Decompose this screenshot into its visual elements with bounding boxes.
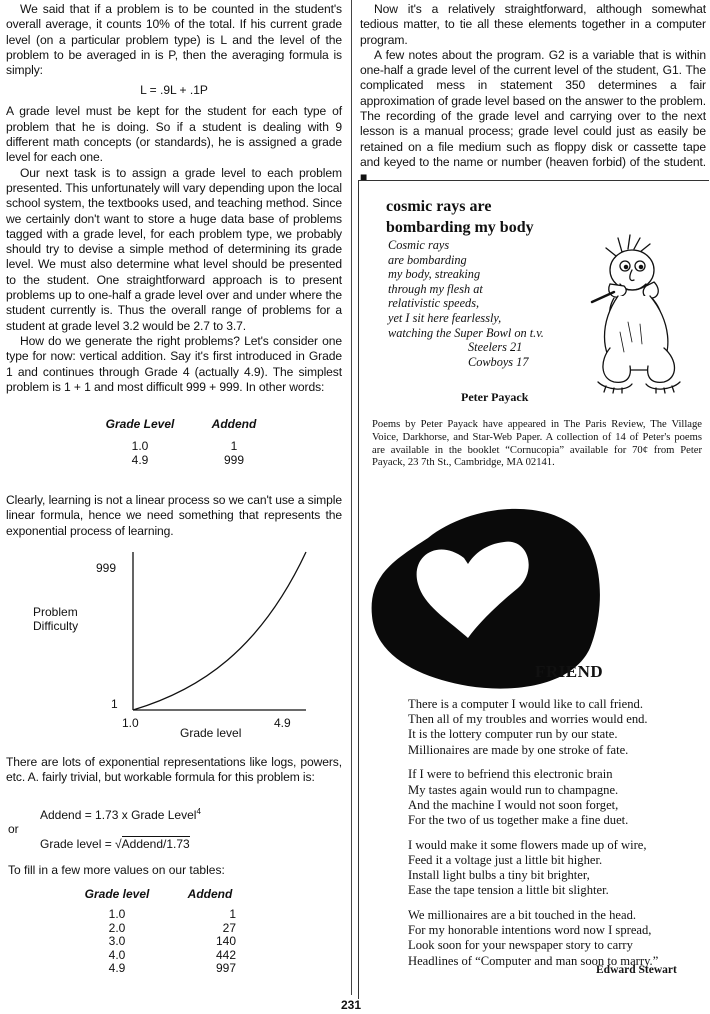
table2-cell: 1.0 — [108, 907, 126, 921]
poem-line: There is a computer I would like to call friend. — [408, 697, 644, 711]
paragraph-grade-level: A grade level must be kept for the student for each type of problem that he is doing. So if a student is dealing with 9 different math concepts (or standards), he is assigned a grade level for each one. — [6, 104, 342, 165]
poem-line: We millionaires are a bit touched in the head. — [408, 907, 637, 922]
stanza — [408, 838, 658, 899]
poem-line: Ease the tape tension a little bit slighter. — [408, 883, 609, 898]
cosmic-title-line-2: bombarding my body — [386, 219, 534, 236]
table1-cell: 4.9 — [131, 452, 149, 467]
formula-addend-text: Addend = 1.73 x Grade Level — [40, 808, 197, 822]
formula-radicand: Addend/1.73 — [121, 837, 190, 851]
poem-line: Then all of my troubles and worries would end. — [408, 712, 648, 727]
cartoon-figure-illustration — [570, 232, 704, 394]
y-bottom-label: 1 — [111, 697, 118, 711]
y-axis-label-1: Problem — [33, 605, 78, 619]
paragraph-formula-intro: There are lots of exponential representations like logs, powers, etc. A. fairly trivial, but workable formula for this problem is: — [6, 755, 342, 785]
score-line: Steelers 21 — [468, 340, 523, 354]
table-row — [70, 908, 256, 922]
table1-cell: 1 — [230, 439, 238, 454]
table2-cell: 2.0 — [108, 920, 126, 935]
poem-line: my body, streaking — [388, 267, 481, 282]
stanza — [408, 767, 658, 828]
friend-title: FRIEND — [535, 662, 604, 681]
x-left-label: 1.0 — [122, 716, 139, 730]
x-axis-label: Grade level — [180, 726, 242, 740]
table2-cell: 4.0 — [108, 947, 126, 962]
table-row — [70, 962, 256, 976]
y-axis-label-2: Difficulty — [33, 619, 79, 633]
poem-line: Headlines of “Computer and man soon to marry.” — [408, 953, 659, 968]
table2-header-grade: Grade level — [84, 887, 150, 901]
x-right-label: 4.9 — [274, 716, 291, 730]
poem-line: If I were to befriend this electronic brain — [408, 767, 613, 782]
formula-grade-level — [40, 837, 190, 851]
poem-line: yet I sit here fearlessly, — [388, 310, 502, 325]
sqrt-icon: √ — [115, 837, 122, 851]
paragraph-program-intro: Now it's a relatively straightforward, although somewhat tedious matter, to tie all these elements together in a computer program. — [360, 2, 706, 47]
formula-grade-prefix: Grade level = — [40, 837, 116, 851]
y-top-label: 999 — [96, 561, 117, 575]
table1-header-grade: Grade Level — [105, 417, 175, 432]
poem-line: And the machine I would not soon forget, — [408, 797, 619, 812]
poem-line: through my flesh at — [388, 281, 483, 296]
table2-cell: 4.9 — [108, 961, 126, 975]
friend-author: Edward Stewart — [596, 964, 677, 976]
cosmic-rays-title — [386, 196, 534, 238]
table2-cell: 442 — [215, 947, 236, 962]
poem-line: are bombarding — [388, 252, 467, 267]
paragraph-assign-level: Our next task is to assign a grade level to each problem presented. This unfortunately will vary depending upon the local school system, the textbooks used, and teaching method. Since we certainly don't want to store a huge data base of problems tagged with a grade level, for each problem type, we probably should try to devise a simple method of determining its grade level. We must also determine what level should be presented to the student. One straightforward approach is to present problems up to one-half a grade level over and under where the student currently is. Thus the overall range of problems for a student at grade level 3.2 would be 2.7 to 3.7. — [6, 165, 342, 333]
left-column — [6, 2, 342, 539]
cosmic-title-line-1: cosmic rays are — [386, 198, 492, 215]
grade-addend-table-2 — [70, 887, 256, 976]
intro-paragraph: We said that if a problem is to be counted in the student's overall average, it counts 10% of the total. If his current grade level (on a particular problem type) is L and the level of the problem to be averaged in is P, then the averaging formula is simply: — [6, 2, 342, 78]
formula-exponent: 4 — [196, 807, 201, 816]
cosmic-author: Peter Payack — [461, 390, 529, 404]
table1-cell: 1.0 — [131, 439, 149, 454]
poem-line: For the two of us together make a fine duet. — [408, 812, 629, 827]
cosmic-author-note: Poems by Peter Payack have appeared in The Paris Review, The Village Voice, Darkhorse, and Star-Web Paper. A collection of 14 of Peter's poems are available in the booklet “Cornucopia” available for 70¢ from Peter Payack, 23 7th St., Cambridge, MA 02141. — [372, 419, 702, 469]
poem-line: I would make it some flowers made up of wire, — [408, 837, 647, 852]
table2-header-addend: Addend — [187, 887, 233, 901]
table2-cell: 3.0 — [108, 934, 126, 948]
page-number: 231 — [341, 998, 362, 1012]
poem-line: My tastes again would run to champagne. — [408, 782, 619, 797]
paragraph-exponential: Clearly, learning is not a linear process so we can't use a simple linear formula, hence we need something that represents the exponential process of learning. — [6, 493, 342, 538]
table2-cell: 1 — [229, 907, 236, 921]
table2-cell: 997 — [215, 961, 236, 975]
poem-line: Install light bulbs a tiny bit brighter, — [408, 868, 590, 883]
friend-poem — [408, 697, 658, 978]
poem-line: Cosmic rays — [388, 238, 450, 252]
stanza — [408, 908, 658, 969]
right-column — [360, 2, 706, 186]
grade-addend-table-1 — [86, 417, 274, 467]
paragraph-fill-values: To fill in a few more values on our tables: — [8, 863, 225, 877]
poem-line: watching the Super Bowl on t.v. — [388, 325, 544, 340]
table-row — [86, 440, 274, 454]
formula-addend — [40, 807, 201, 822]
stanza — [408, 697, 658, 758]
poem-line: Millionaires are made by one stroke of fate. — [408, 742, 629, 757]
poem-line: relativistic speeds, — [388, 296, 480, 311]
paragraph-program-notes: A few notes about the program. G2 is a variable that is within one-half a grade level of the current level of the student, G1. The complicated mess in statement 350 determines a fair approximation of grade level based on the answer to the problem. The recording of the grade level and carrying over to the next lesson is a manual process; grade level could just as easily be retained on a file medium such as floppy disk or cassette tape and keyed to the name or number (heaven forbid) of the student. ■ — [360, 47, 706, 185]
column-divider — [351, 0, 352, 995]
exponential-curve — [133, 552, 306, 710]
table1-header-addend: Addend — [211, 417, 257, 432]
table-row — [70, 935, 256, 949]
poem-line: For my honorable intentions word now I spread, — [408, 923, 652, 938]
cosmic-rays-poem — [388, 238, 544, 340]
table-row — [70, 949, 256, 963]
poem-line: Look soon for your newspaper story to carry — [408, 938, 633, 953]
formula-or: or — [8, 822, 19, 836]
table1-cell: 999 — [223, 452, 245, 467]
paragraph-generate-problems: How do we generate the right problems? Let's consider one type for now: vertical addition. Say it's first introduced in Grade 1 and continues through Grade 4 (actually 4.9). The simplest problem is 1 + 1 and most difficult 999 + 999. In other words: — [6, 333, 342, 394]
cosmic-score — [468, 340, 528, 369]
averaging-formula: L = .9L + .1P — [140, 83, 208, 98]
table-row — [86, 454, 274, 468]
score-line: Cowboys 17 — [468, 354, 529, 369]
table-row — [70, 922, 256, 936]
table2-cell: 27 — [222, 920, 236, 935]
poem-line: It is the lottery computer run by our state. — [408, 727, 618, 742]
table2-cell: 140 — [215, 934, 236, 948]
poem-line: Feed it a voltage just a little bit higher. — [408, 852, 603, 867]
